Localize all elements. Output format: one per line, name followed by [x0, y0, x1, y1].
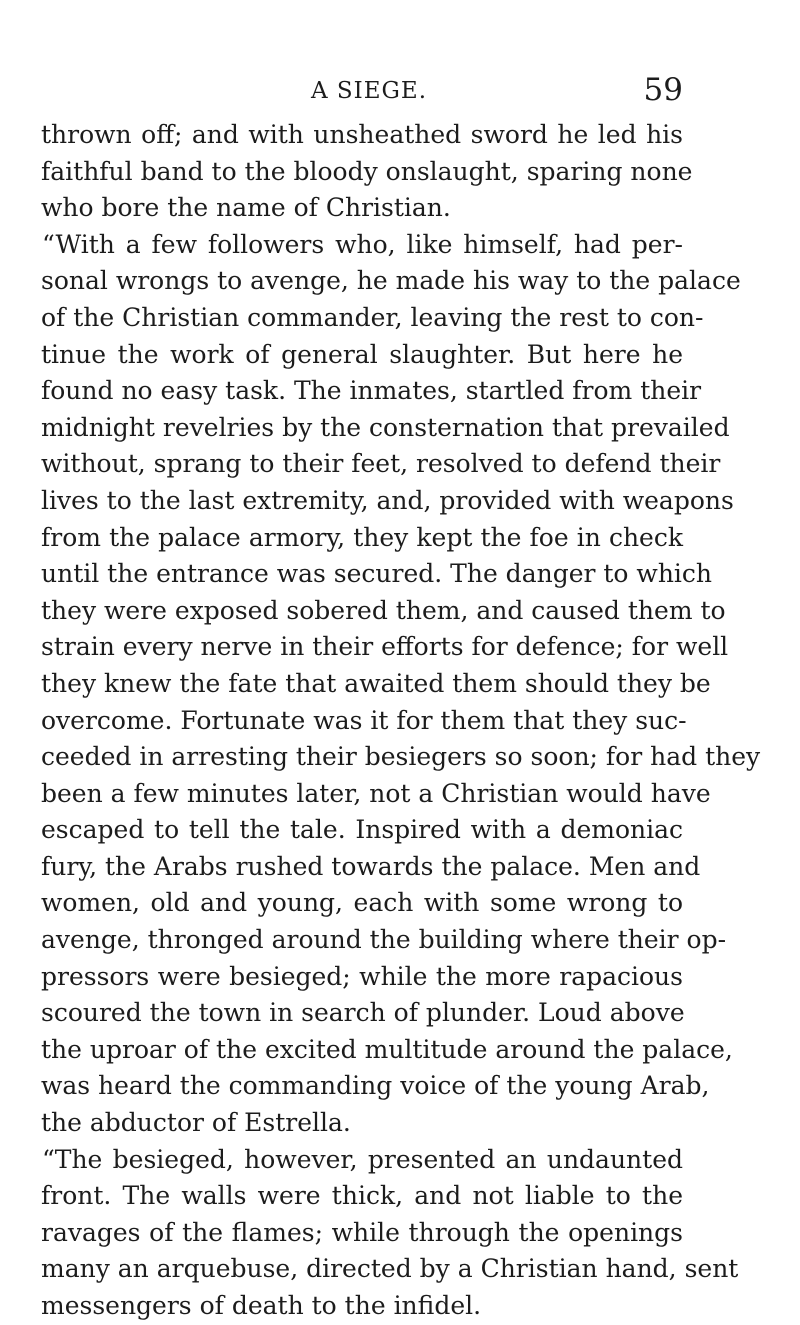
text-line: found no easy task. The inmates, startled from their	[41, 376, 702, 406]
text-line: women, old and young, each with some wrong to	[41, 888, 683, 918]
text-line: scoured the town in search of plunder. Loud above	[41, 998, 685, 1028]
text-line: ceeded in arresting their besiegers so soon; for had they	[41, 742, 761, 772]
text-line: lives to the last extremity, and, provided with weapons	[41, 485, 734, 515]
text-line: “With a few followers who, like himself, had per-	[42, 229, 683, 259]
text-line: ravages of the flames; while through the openings	[41, 1217, 683, 1247]
text-line: without, sprang to their feet, resolved to defend their	[41, 449, 721, 479]
text-line: midnight revelries by the consternation that prevailed	[41, 412, 730, 442]
running-title: A SIEGE.	[311, 78, 428, 104]
text-line: tinue the work of general slaughter. But here he	[41, 339, 683, 369]
text-line: been a few minutes later, not a Christian would have	[41, 778, 711, 808]
text-line: messengers of death to the infidel.	[41, 1291, 482, 1320]
text-line: until the entrance was secured. The danger to which	[41, 559, 713, 589]
text-line: they were exposed sobered them, and caused them to	[41, 595, 726, 625]
text-line: who bore the name of Christian.	[41, 193, 451, 223]
text-line: avenge, thronged around the building where their op-	[41, 925, 727, 955]
text-line: sonal wrongs to avenge, he made his way to the palace	[41, 266, 741, 296]
text-line: front. The walls were thick, and not liable to the	[41, 1181, 683, 1211]
text-line: fury, the Arabs rushed towards the palace. Men and	[41, 851, 701, 881]
text-line: pressors were besieged; while the more rapacious	[41, 961, 683, 991]
text-line: strain every nerve in their efforts for defence; for well	[41, 632, 729, 662]
text-line: was heard the commanding voice of the young Arab,	[41, 1071, 710, 1101]
text-line: of the Christian commander, leaving the rest to con-	[41, 302, 704, 332]
text-line: from the palace armory, they kept the foe in check	[41, 522, 683, 552]
text-line: “The besieged, however, presented an undaunted	[42, 1144, 683, 1174]
text-line: overcome. Fortunate was it for them that they suc-	[41, 705, 687, 735]
text-line: escaped to tell the tale. Inspired with a demoniac	[41, 815, 683, 845]
body-text	[41, 117, 761, 1325]
text-line: they knew the fate that awaited them should they be	[41, 668, 711, 698]
text-line: the uproar of the excited multitude around the palace,	[41, 1034, 733, 1064]
text-line: faithful band to the bloody onslaught, sparing none	[41, 156, 693, 186]
running-head	[41, 72, 683, 112]
text-line: thrown off; and with unsheathed sword he led his	[41, 120, 683, 149]
text-line: the abductor of Estrella.	[41, 1108, 351, 1138]
text-line: many an arquebuse, directed by a Christian hand, sent	[41, 1254, 739, 1284]
page-number: 59	[643, 72, 683, 108]
